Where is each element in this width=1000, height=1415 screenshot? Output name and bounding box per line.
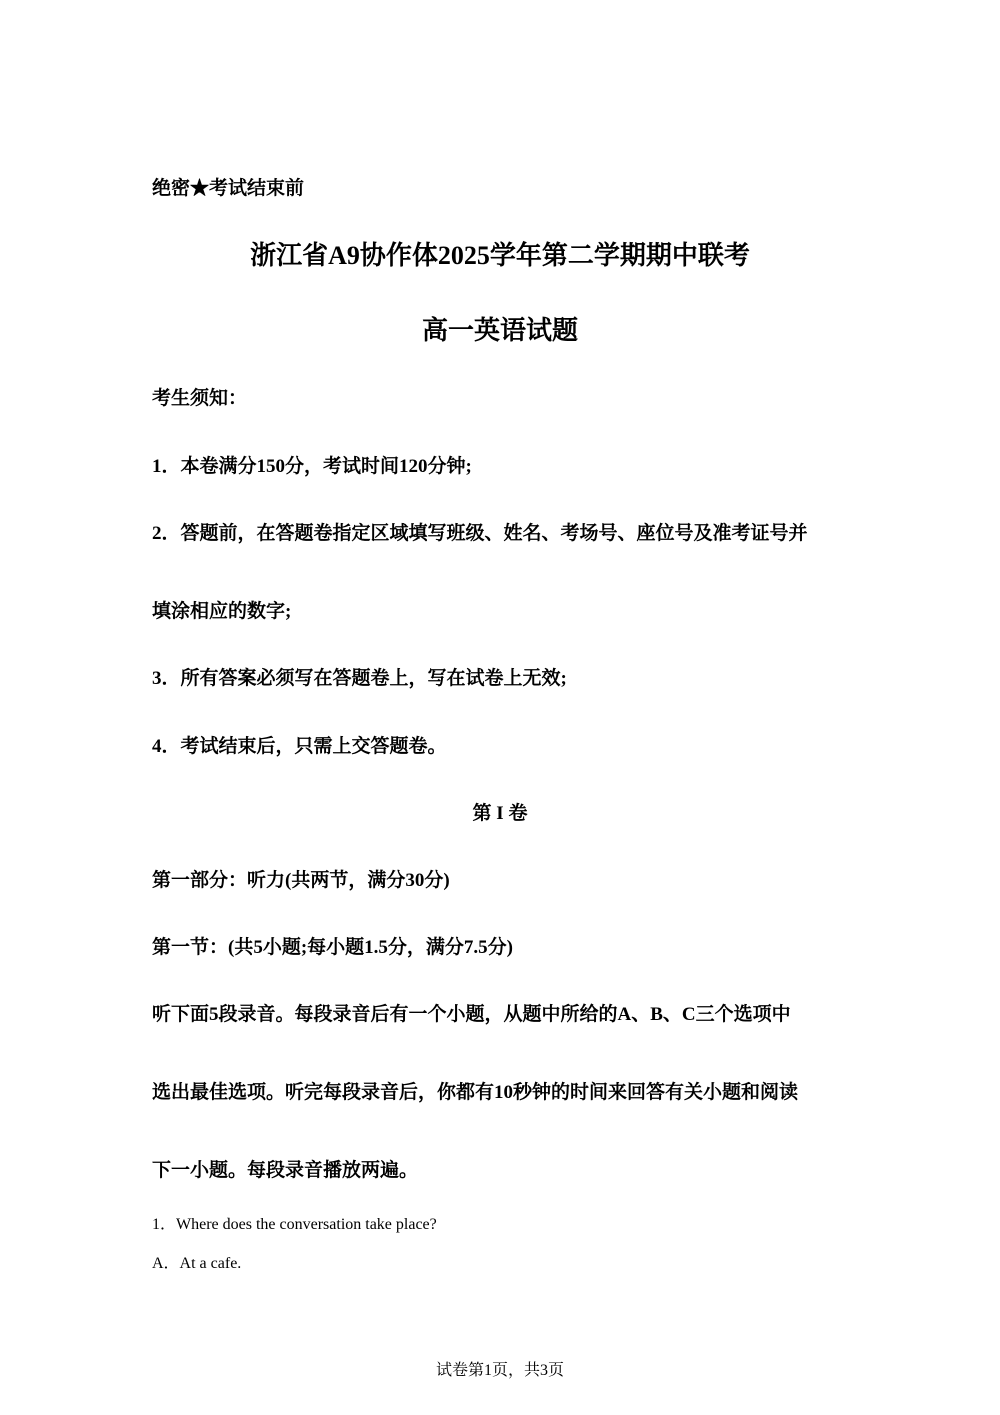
notice-heading: 考生须知：: [152, 388, 248, 409]
notice-item-3: 3．所有答案必须写在答题卷上，写在试卷上无效;: [152, 668, 567, 689]
confidential-label: 绝密★考试结束前: [152, 178, 305, 199]
listening-instructions: 听下面5段录音。每段录音后有一个小题，从题中所给的A、B、C三个选项中: [152, 1004, 791, 1025]
question-option: A．At a cafe.: [152, 1255, 242, 1272]
listening-instructions-line-3: 下一小题。每段录音播放两遍。: [152, 1160, 419, 1181]
notice-item-2: 2．答题前，在答题卷指定区域填写班级、姓名、考场号、座位号及准考证号并: [152, 523, 808, 544]
part-heading: 第一部分：听力(共两节，满分30分): [152, 870, 450, 891]
exam-title: 浙江省A9协作体2025学年第二学期期中联考: [250, 241, 750, 270]
notice-item-1: 1．本卷满分150分，考试时间120分钟;: [152, 456, 472, 477]
exam-subtitle: 高一英语试题: [421, 316, 578, 345]
section-heading: 第一节：(共5小题;每小题1.5分，满分7.5分): [152, 937, 513, 958]
volume-heading: 第 I 卷: [472, 803, 528, 824]
listening-instructions-line-2: 选出最佳选项。听完每段录音后，你都有10秒钟的时间来回答有关小题和阅读: [152, 1082, 799, 1103]
notice-item-2-continued: 填涂相应的数字;: [152, 601, 292, 622]
notice-item-4: 4．考试结束后，只需上交答题卷。: [152, 736, 447, 757]
page-footer: 试卷第1页，共3页: [435, 1362, 564, 1379]
question-stem: 1．Where does the conversation take place?: [152, 1216, 437, 1233]
